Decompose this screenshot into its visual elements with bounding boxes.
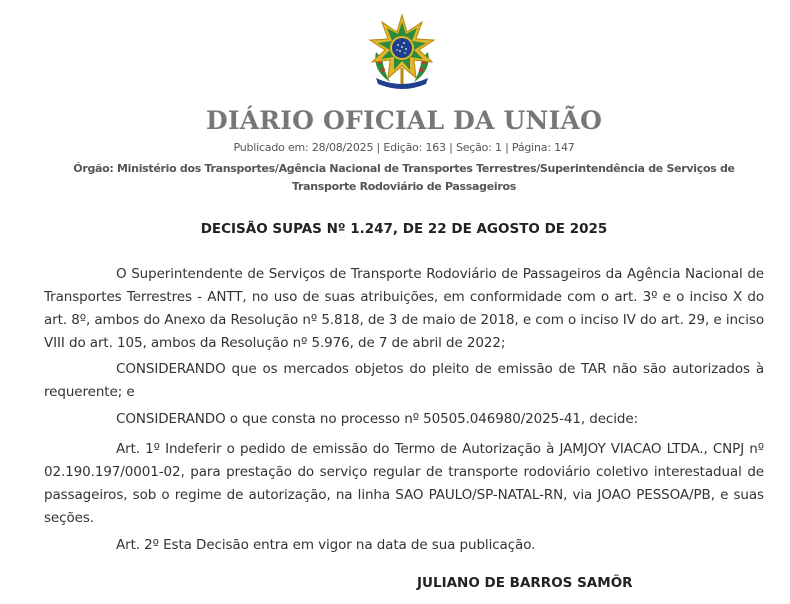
considering-paragraph-1 [44,358,764,404]
preamble-paragraph [44,263,764,355]
signatory-name: JULIANO DE BARROS SAMÔR [417,575,633,591]
paragraph-text: O Superintendente de Serviços de Transporte Rodoviário de Passageiros da Agência Nacional de Transportes Terrestres - ANTT, no uso de suas atribuições, em conformidade com o art. 3º e o inciso X do art. 8º, ambos do Anexo da Resolução nº 5.818, de 3 de maio de 2018, e com o inciso IV do art. 29, e inciso VIII do art. 105, ambos da Resolução nº 5.976, de 7 de abril de 2022; [44,266,764,351]
considering-paragraph-2 [44,408,764,431]
paragraph-text: CONSIDERANDO que os mercados objetos do pleito de emissão de TAR não são autorizados à requerente; e [44,361,764,400]
paragraph-text: Art. 1º Indeferir o pedido de emissão do Termo de Autorização à JAMJOY VIACAO LTDA., CNPJ nº 02.190.197/0001-02, para prestação do serviço regular de transporte rodoviário coletivo interestadual de passageiros, sob o regime de autorização, na linha SAO PAULO/SP-NATAL-RN, via JOAO PESSOA/PB, e suas seções. [44,441,764,526]
publication-meta: Publicado em: 28/08/2025 | Edição: 163 | Seção: 1 | Página: 147 [233,141,575,154]
brazil-coat-of-arms-icon [362,12,442,92]
paragraph-text: Art. 2º Esta Decisão entra em vigor na data de sua publicação. [116,537,536,553]
article-2-paragraph [44,534,764,557]
article-1-paragraph [44,438,764,530]
paragraph-text: CONSIDERANDO o que consta no processo nº 50505.046980/2025-41, decide: [116,411,639,427]
issuing-body: Órgão: Ministério dos Transportes/Agência Nacional de Transportes Terrestres/Superintendência de Serviços de Transporte Rodoviário de Passageiros [73,162,735,193]
gazette-title: DIÁRIO OFICIAL DA UNIÃO [205,106,603,135]
decision-heading: DECISÃO SUPAS Nº 1.247, DE 22 DE AGOSTO DE 2025 [200,221,608,237]
